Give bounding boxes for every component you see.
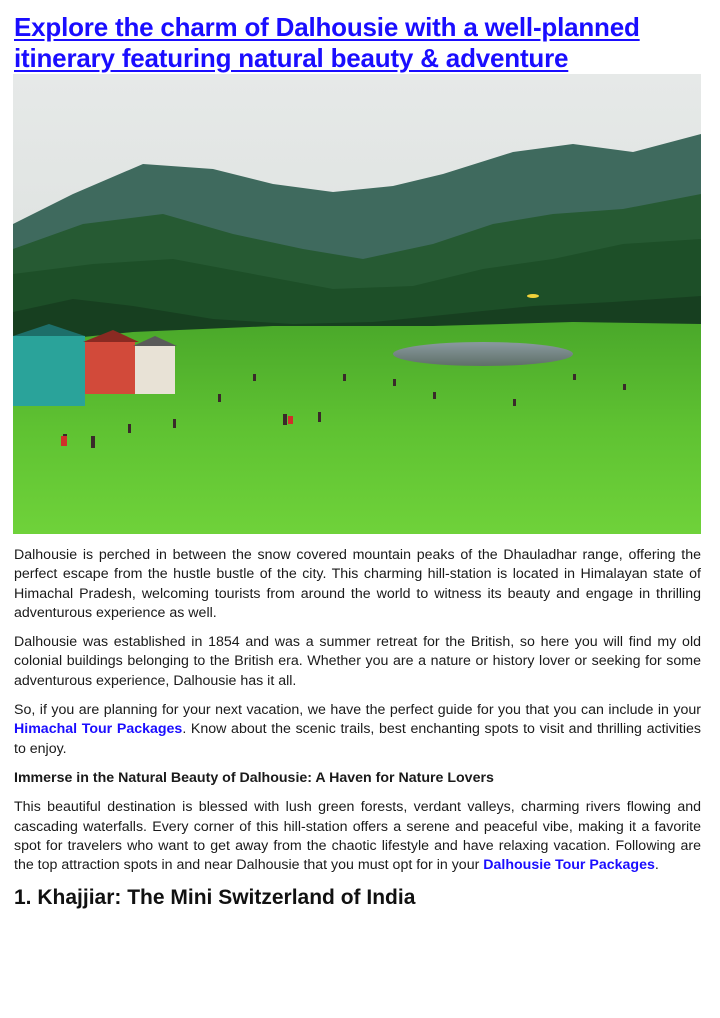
dalhousie-tour-packages-link[interactable]: Dalhousie Tour Packages — [483, 857, 655, 874]
building-red — [85, 342, 135, 394]
paraglider — [527, 294, 539, 298]
building-teal — [13, 336, 85, 406]
khajjiar-section-heading: 1. Khajjiar: The Mini Switzerland of India — [14, 886, 416, 910]
article-body — [14, 546, 701, 911]
nature-subheading: Immerse in the Natural Beauty of Dalhousie: A Haven for Nature Lovers — [14, 769, 494, 786]
history-paragraph: Dalhousie was established in 1854 and was a summer retreat for the British, so here you will find my old colonial buildings belonging to the British era. Whether you are a nature or history lover or seeking for some adventurous experience, Dalhousie has it all. — [14, 634, 701, 689]
guide-text-start: So, if you are planning for your next vacation, we have the perfect guide for you that you can include in your — [14, 702, 701, 719]
intro-paragraph: Dalhousie is perched in between the snow covered mountain peaks of the Dhauladhar range, offering the perfect escape from the hustle bustle of the city. This charming hill-station is located in Himalayan state of Himachal Pradesh, welcoming tourists from around the world to witness its beauty and engage in thrilling adventurous experience as well. — [14, 547, 701, 621]
guide-text-end: . Know about the scenic trails, best enchanting spots to visit and thrilling activities to enjoy. — [14, 721, 701, 757]
nature-text-start: This beautiful destination is blessed with lush green forests, verdant valleys, charming rivers flowing and cascading waterfalls. Every corner of this hill-station offers a serene and peaceful vibe, making it a favorite spot for travelers who want to get away from the chaotic lifestyle and have relaxing vacation. Following are the top attraction spots in and near Dalhousie that you must opt for in your — [14, 799, 701, 874]
guide-paragraph — [14, 701, 701, 759]
landscape-illustration — [13, 74, 701, 534]
building-white — [135, 346, 175, 394]
hero-image-khajjiar-meadow — [13, 74, 701, 534]
article-title[interactable]: Explore the charm of Dalhousie with a well-planned itinerary featuring natural beauty & adventure — [14, 12, 640, 73]
nature-text-end: . — [654, 857, 659, 874]
himachal-tour-packages-link[interactable]: Himachal Tour Packages — [14, 721, 183, 738]
nature-paragraph — [14, 798, 701, 875]
lake — [393, 342, 573, 366]
